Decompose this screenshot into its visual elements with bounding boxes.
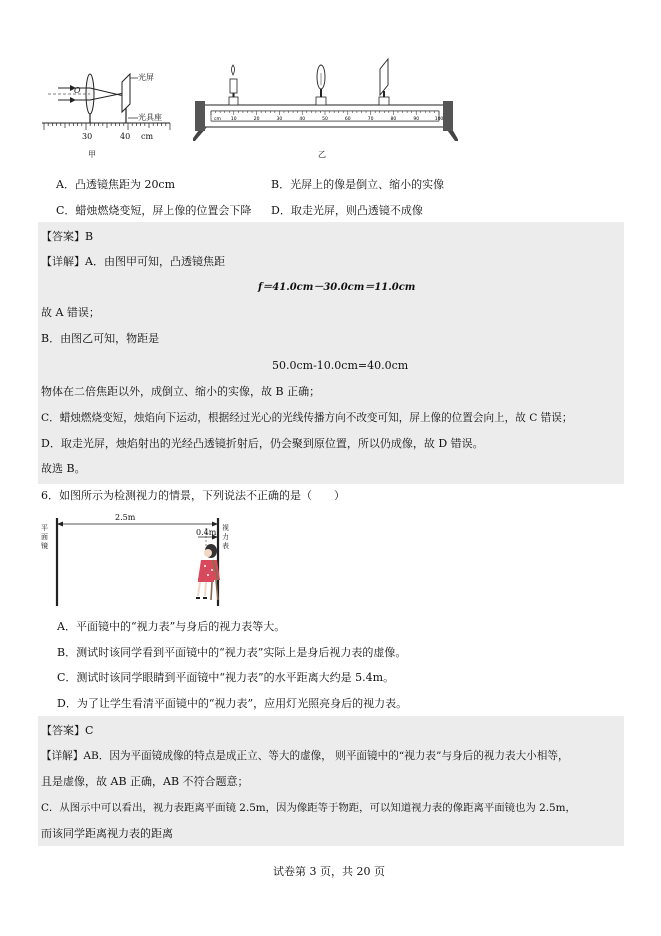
caption-yi: 乙 <box>318 150 326 159</box>
ruler-tick-label: 40 <box>299 117 306 122</box>
q6-detail-1: 【详解】AB．因为平面镜成像的特点是成正立、等大的虚像， 则平面镜中的“视力表”与身后的视力表大小相等， <box>41 750 569 762</box>
candle-icon <box>229 65 238 105</box>
tick-label-40: 40 <box>120 132 131 141</box>
caption-jia: 甲 <box>88 150 96 159</box>
q5-answer: 【答案】B <box>41 230 94 243</box>
q6-option-d: D．为了让学生看清平面镜中的“视力表”，应用灯光照亮身后的视力表。 <box>57 697 408 710</box>
ruler-tick-label: 100 <box>434 117 444 122</box>
q5-formula-1: f＝41.0cm－30.0cm＝11.0cm <box>258 282 416 293</box>
label-optical-bench: 光具座 <box>138 113 162 122</box>
q5-detail-3: B．由图乙可知，物距是 <box>41 332 160 345</box>
unit-label: cm <box>141 132 154 141</box>
q5-detail-7: 故选 B。 <box>41 462 86 475</box>
q5-option-b: B．光屏上的像是倒立、缩小的实像 <box>271 178 445 191</box>
q6-detail-4: 而该同学距离视力表的距离 <box>41 827 173 840</box>
page-footer: 试卷第 3 页，共 20 页 <box>273 865 385 878</box>
q6-answer: 【答案】C <box>41 724 94 737</box>
q5-formula-2: 50.0cm-10.0cm=40.0cm <box>272 359 409 372</box>
q6-detail-3: C．从图示中可以看出，视力表距离平面镜 2.5m，因为像距等于物距，可以知道视力表的像距离平面镜也为 2.5m， <box>41 802 576 814</box>
ruler-unit-label: cm <box>214 117 221 122</box>
tick-label-30: 30 <box>82 132 93 141</box>
label-screen: 光屏 <box>138 73 154 82</box>
figure-jia <box>40 56 175 166</box>
q6-option-a: A．平面镜中的“视力表”与身后的视力表等大。 <box>57 620 286 633</box>
q5-detail-5: C．蜡烛燃烧变短，烛焰向下运动，根据经过光心的光线传播方向不改变可知，屏上像的位置会向上，故 C 错误； <box>41 412 573 424</box>
ruler-tick-label: 80 <box>390 117 397 122</box>
q5-detail-4: 物体在二倍焦距以外，成倒立、缩小的实像，故 B 正确； <box>41 385 321 398</box>
label-optical-center: O <box>74 86 81 95</box>
ruler-tick-label: 50 <box>322 117 328 122</box>
figure-eye-test <box>40 510 240 610</box>
chart-label: 视力表 <box>222 524 229 550</box>
ruler-tick-label: 60 <box>344 117 351 122</box>
q5-detail-6: D．取走光屏，烛焰射出的光经凸透镜折射后，仍会聚到原位置，所以仍成像，故 D 错误。 <box>41 437 484 450</box>
light-screen-icon <box>379 59 389 105</box>
q6-option-b: B．测试时该同学看到平面镜中的“视力表”实际上是身后视力表的虚像。 <box>57 646 407 659</box>
q6-detail-2: 且是虚像，故 AB 正确，AB 不符合题意； <box>41 775 249 788</box>
distance-part-label: 0.4m <box>196 528 217 537</box>
q5-option-a: A．凸透镜焦距为 20cm <box>56 178 176 191</box>
q6-option-c: C．测试时该同学眼睛到平面镜中“视力表”的水平距离大约是 5.4m。 <box>57 671 395 684</box>
ruler-tick-label: 90 <box>413 117 420 122</box>
student-icon <box>196 544 220 600</box>
distance-total-label: 2.5m <box>115 513 136 522</box>
ruler-tick-label: 10 <box>230 117 237 122</box>
ruler-tick-label: 30 <box>276 117 283 122</box>
q5-detail-1: 【详解】A．由图甲可知，凸透镜焦距 <box>41 255 225 268</box>
ruler-tick-label: 70 <box>367 117 374 122</box>
q5-option-d: D．取走光屏，则凸透镜不成像 <box>271 204 423 217</box>
q5-detail-2: 故 A 错误； <box>41 306 100 319</box>
mirror-label: 平面镜 <box>41 524 48 550</box>
convex-lens-icon <box>316 65 326 105</box>
q6-stem: 6．如图所示为检测视力的情景，下列说法不正确的是（ ） <box>41 489 345 502</box>
ruler-tick-label: 20 <box>253 117 260 122</box>
figure-yi <box>193 55 458 145</box>
light-screen-icon <box>122 74 130 112</box>
q5-option-c: C．蜡烛燃烧变短，屏上像的位置会下降 <box>56 204 252 217</box>
